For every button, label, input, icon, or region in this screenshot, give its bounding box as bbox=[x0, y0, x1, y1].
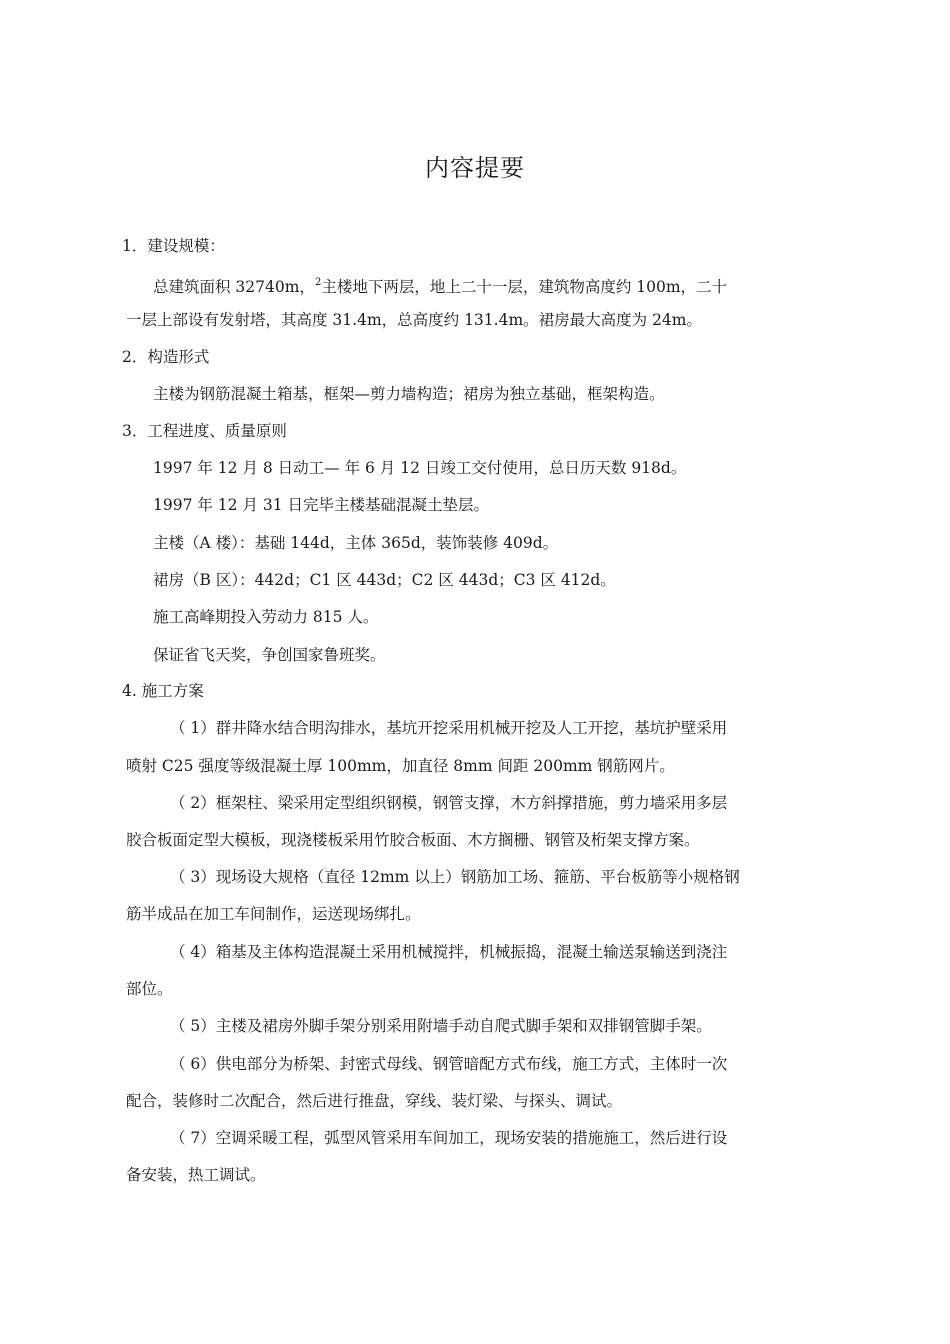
superscript: 2 bbox=[314, 277, 322, 288]
plan-item-line-1: （ 6）供电部分为桥架、封密式母线、钢管暗配方式布线，施工方式，主体时一次 bbox=[170, 1055, 728, 1073]
section-1-line-1-text-a: 总建筑面积 32740m， bbox=[153, 278, 315, 296]
page-title: 内容提要 bbox=[425, 154, 525, 182]
plan-item-line-1: （ 1）群井降水结合明沟排水，基坑开挖采用机械开挖及人工开挖，基坑护壁采用 bbox=[170, 719, 728, 737]
section-1-line-2: 一层上部设有发射塔，其高度 31.4m，总高度约 131.4m。裙房最大高度为 24m。 bbox=[126, 311, 702, 329]
plan-item-line-1: （ 5）主楼及裙房外脚手架分别采用附墙手动自爬式脚手架和双排钢管脚手架。 bbox=[170, 1017, 712, 1035]
plan-item-line-2: 备安装，热工调试。 bbox=[126, 1166, 266, 1184]
section-2-line-1: 主楼为钢筋混凝土箱基，框架—剪力墙构造；裙房为独立基础，框架构造。 bbox=[153, 385, 665, 403]
section-1-line-1-text-b: 主楼地下两层，地上二十一层，建筑物高度约 100m，二十 bbox=[321, 278, 728, 296]
plan-item-line-1: （ 4）箱基及主体构造混凝土采用机械搅拌，机械振捣，混凝土输送泵输送到浇注 bbox=[170, 943, 728, 961]
section-1-line-1 bbox=[153, 273, 727, 297]
section-3-line: 1997 年 12 月 8 日动工— 年 6 月 12 日竣工交付使用，总日历天数 918d。 bbox=[153, 459, 687, 477]
plan-item-line-2: 配合，装修时二次配合，然后进行推盘，穿线、装灯梁、与探头、调试。 bbox=[126, 1092, 623, 1110]
section-2-heading: 2．构造形式 bbox=[122, 348, 210, 366]
section-3-line: 裙房（B 区）：442d；C1 区 443d；C2 区 443d；C3 区 412d。 bbox=[153, 571, 616, 589]
section-3-line: 1997 年 12 月 31 日完毕主楼基础混凝土垫层。 bbox=[153, 496, 490, 514]
section-3-heading: 3．工程进度、质量原则 bbox=[122, 422, 287, 440]
plan-item-line-2: 部位。 bbox=[126, 980, 173, 998]
plan-item-line-1: （ 2）框架柱、梁采用定型组织钢模，钢管支撑，木方斜撑措施，剪力墙采用多层 bbox=[170, 794, 728, 812]
plan-item-line-2: 喷射 C25 强度等级混凝土厚 100mm，加直径 8mm 间距 200mm 钢筋网片。 bbox=[126, 757, 675, 775]
plan-item-line-1: （ 3）现场设大规格（直径 12mm 以上）钢筋加工场、箍筋、平台板筋等小规格钢 bbox=[170, 868, 740, 886]
section-3-line: 主楼（A 楼）：基础 144d，主体 365d，装饰装修 409d。 bbox=[153, 534, 559, 552]
plan-item-line-1: （ 7）空调采暖工程，弧型风管采用车间加工，现场安装的措施施工，然后进行设 bbox=[170, 1129, 728, 1147]
section-3-line: 保证省飞天奖，争创国家鲁班奖。 bbox=[153, 646, 386, 664]
section-4-heading: 4. 施工方案 bbox=[122, 682, 204, 700]
plan-item-line-2: 筋半成品在加工车间制作，运送现场绑扎。 bbox=[126, 905, 421, 923]
section-3-line: 施工高峰期投入劳动力 815 人。 bbox=[153, 608, 379, 626]
section-1-heading: 1．建设规模： bbox=[122, 237, 225, 255]
plan-item-line-2: 胶合板面定型大模板，现浇楼板采用竹胶合板面、木方搁栅、钢管及桁架支撑方案。 bbox=[126, 831, 700, 849]
